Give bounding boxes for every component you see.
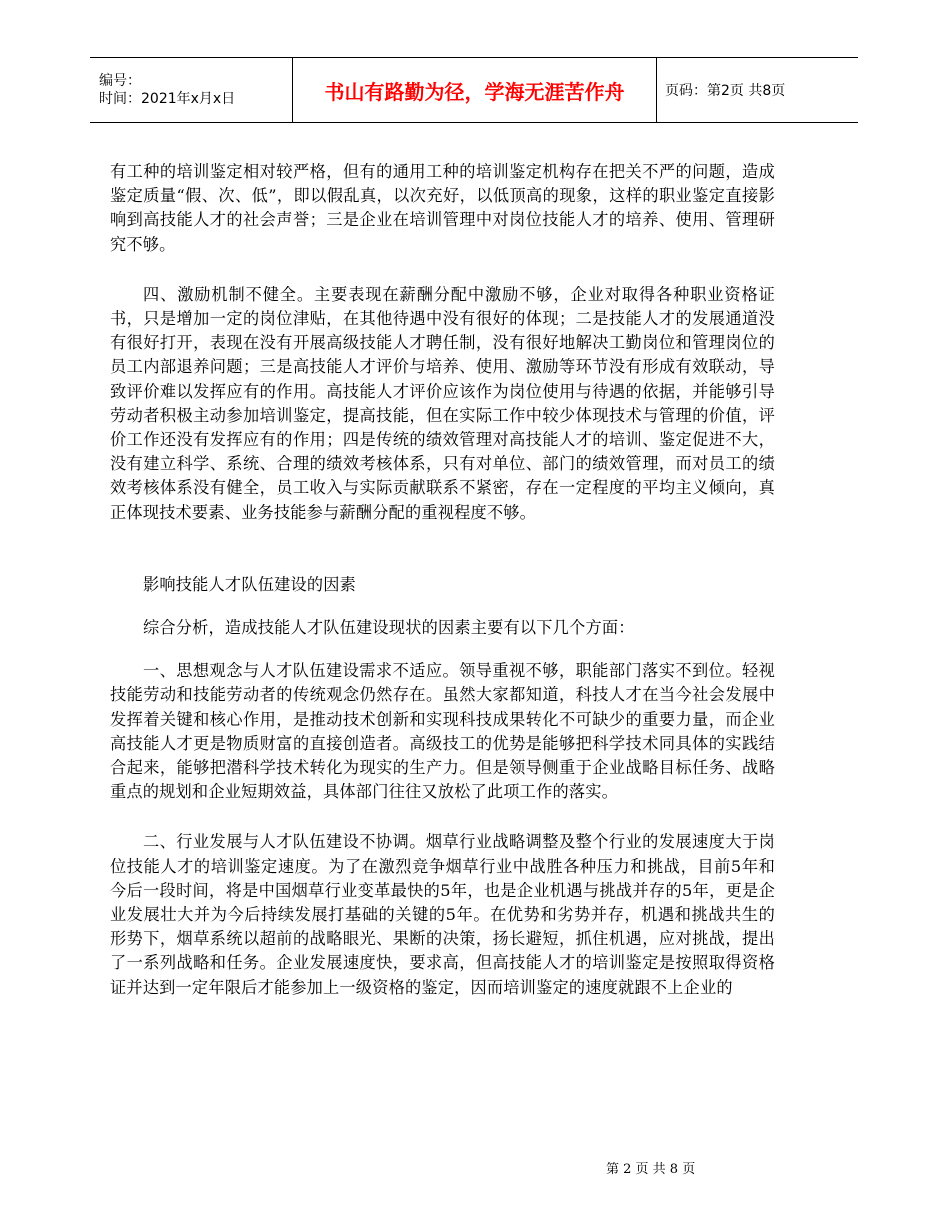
document-body	[110, 160, 775, 1000]
paragraph-ideology: 一、思想观念与人才队伍建设需求不适应。领导重视不够，职能部门落实不到位。轻视技能劳动和技能劳动者的传统观念仍然存在。虽然大家都知道，科技人才在当今社会发展中发挥着关键和核心作用，是推动技术创新和实现科技成果转化不可缺少的重要力量，而企业高技能人才更是物质财富的直接创造者。高级技工的优势是能够把科学技术同具体的实践结合起来，能够把潜科学技术转化为现实的生产力。但是领导侧重于企业战略目标任务、战略重点的规划和企业短期效益，具体部门往往又放松了此项工作的落实。	[110, 661, 775, 802]
header-page-info: 页码：第2页 共8页	[665, 83, 786, 99]
page-header	[90, 57, 858, 123]
paragraph-incentive-mechanism: 四、激励机制不健全。主要表现在薪酬分配中激励不够，企业对取得各种职业资格证书，只是增加一定的岗位津贴，在其他待遇中没有很好的体现；二是技能人才的发展通道没有很好打开，表现在没有开展高级技能人才聘任制，没有很好地解决工勤岗位和管理岗位的员工内部退养问题；三是高技能人才评价与培养、使用、激励等环节没有形成有效联动，导致评价难以发挥应有的作用。高技能人才评价应该作为岗位使用与待遇的依据，并能够引导劳动者积极主动参加培训鉴定，提高技能，但在实际工作中较少体现技术与管理的价值，评价工作还没有发挥应有的作用；四是传统的绩效管理对高技能人才的培训、鉴定促进不大，没有建立科学、系统、合理的绩效考核体系，只有对单位、部门的绩效管理，而对员工的绩效考核体系没有健全，员工收入与实际贡献联系不紧密，存在一定程度的平均主义倾向，真正体现技术要素、业务技能参与薪酬分配的重视程度不够。	[110, 284, 775, 522]
header-motto: 书山有路勤为径，学海无涯苦作舟	[293, 58, 657, 122]
page-footer	[0, 1158, 950, 1178]
document-time-label: 时间：2021年x月x日	[99, 91, 236, 107]
paragraph-summary: 综合分析，造成技能人才队伍建设现状的因素主要有以下几个方面：	[143, 618, 635, 638]
paragraph-industry-development: 二、行业发展与人才队伍建设不协调。烟草行业战略调整及整个行业的发展速度大于岗位技能人才的培训鉴定速度。为了在激烈竞争烟草行业中战胜各种压力和挑战，目前5年和今后一段时间，将是中国烟草行业变革最快的5年，也是企业机遇与挑战并存的5年，更是企业发展壮大并为今后持续发展打基础的关键的5年。在优势和劣势并存，机遇和挑战共生的形势下，烟草系统以超前的战略眼光、果断的决策，扬长避短，抓住机遇，应对挑战，提出了一系列战略和任务。企业发展速度快，要求高，但高技能人才的培训鉴定是按照取得资格证并达到一定年限后才能参加上一级资格的鉴定，因而培训鉴定的速度就跟不上企业的	[110, 832, 775, 997]
document-number-label: 编号：	[99, 73, 141, 89]
header-meta	[90, 58, 293, 122]
footer-page-number: 第 2 页 共 8 页	[606, 1162, 696, 1177]
section-heading-factors: 影响技能人才队伍建设的因素	[143, 574, 357, 594]
paragraph-continuation: 有工种的培训鉴定相对较严格，但有的通用工种的培训鉴定机构存在把关不严的问题，造成鉴定质量“假、次、低”，即以假乱真，以次充好，以低顶高的现象，这样的职业鉴定直接影响到高技能人才的社会声誉；三是企业在培训管理中对岗位技能人才的培养、使用、管理研究不够。	[110, 162, 775, 254]
